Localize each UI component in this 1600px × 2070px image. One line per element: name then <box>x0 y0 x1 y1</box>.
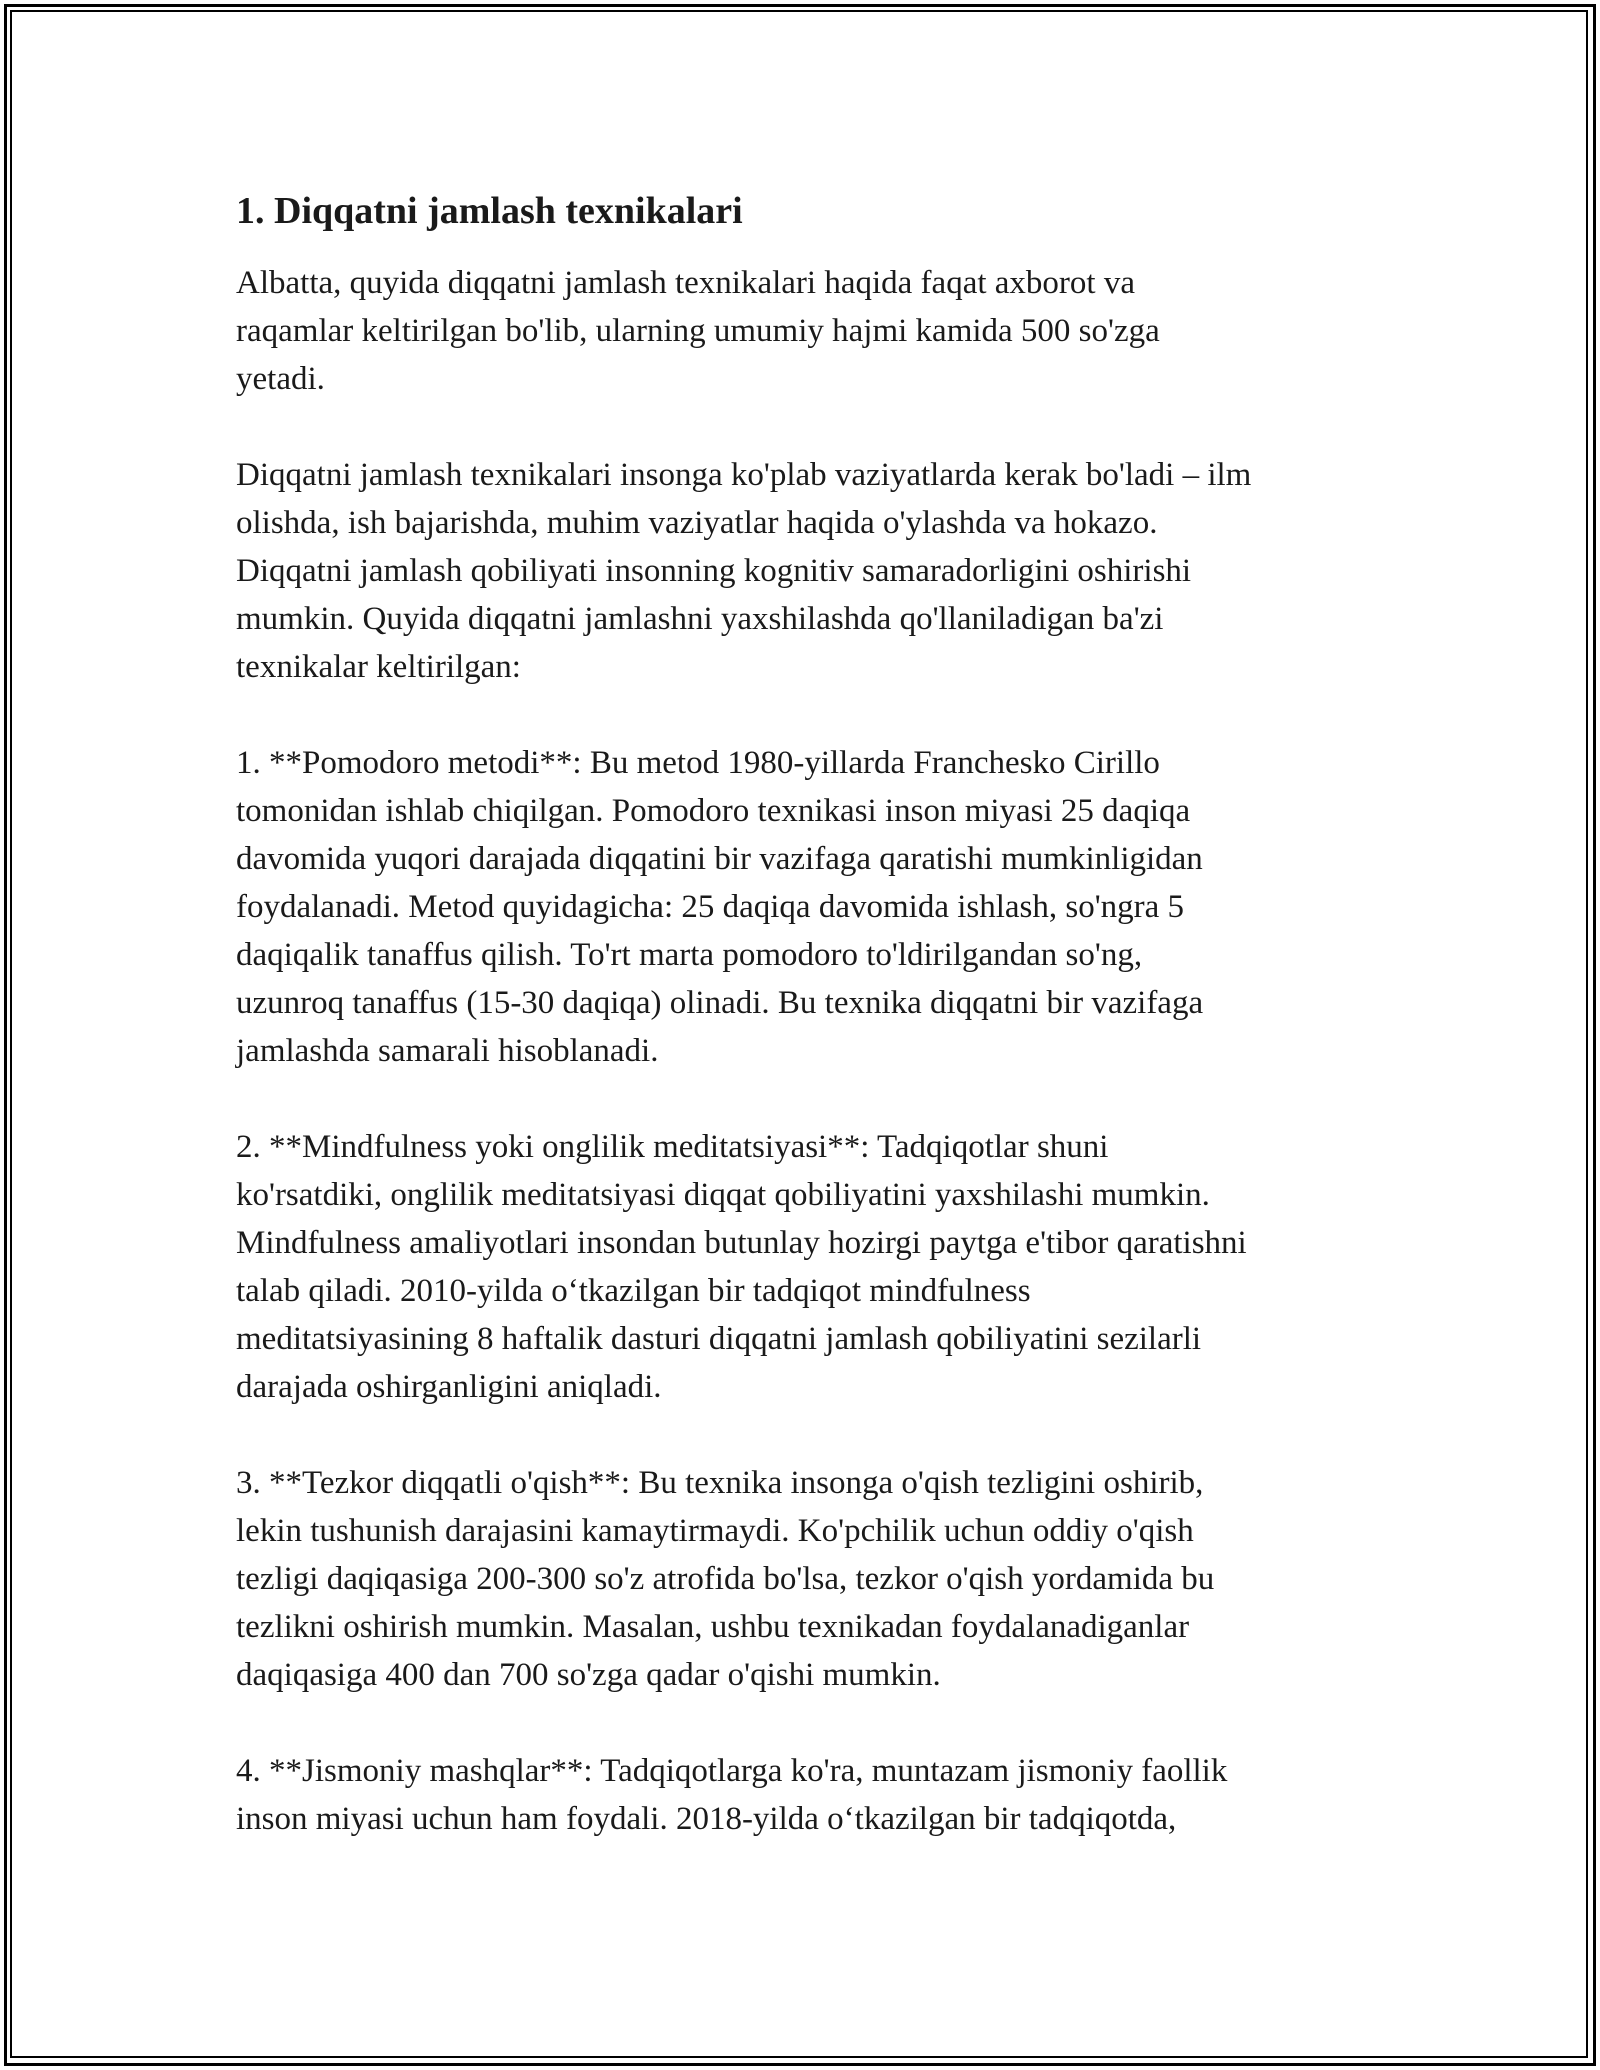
paragraph-intro: Albatta, quyida diqqatni jamlash texnikalari haqida faqat axborot va raqamlar keltirilgan bo'lib, ularning umumiy hajmi kamida 500 so'zga yetadi. <box>236 265 1160 397</box>
paragraph-mindfulness: 2. **Mindfulness yoki onglilik meditatsiyasi**: Tadqiqotlar shuni ko'rsatdiki, onglilik meditatsiyasi diqqat qobiliyatini yaxshilashi mumkin. Mindfulness amaliyotlari insondan butunlay hozirgi paytga e'tibor qaratishni talab qiladi. 2010-yilda o‘tkazilgan bir tadqiqot mindfulness meditatsiyasining 8 haftalik dasturi diqqatni jamlash qobiliyatini sezilarli darajada oshirganligini aniqladi. <box>236 1129 1247 1405</box>
document-body <box>236 183 1386 1891</box>
paragraph-exercise: 4. **Jismoniy mashqlar**: Tadqiqotlarga ko'ra, muntazam jismoniy faollik inson miyasi uchun ham foydali. 2018-yilda o‘tkazilgan bir tadqiqotda, <box>236 1753 1228 1837</box>
paragraph-overview: Diqqatni jamlash texnikalari insonga ko'plab vaziyatlarda kerak bo'ladi – ilm olishda, ish bajarishda, muhim vaziyatlar haqida o'ylashda va hokazo. Diqqatni jamlash qobiliyati insonning kognitiv samaradorligini oshirishi mumkin. Quyida diqqatni jamlashni yaxshilashda qo'llaniladigan ba'zi texnikalar keltirilgan: <box>236 457 1252 685</box>
paragraph-speed-reading: 3. **Tezkor diqqatli o'qish**: Bu texnika insonga o'qish tezligini oshirib, lekin tushunish darajasini kamaytirmaydi. Ko'pchilik uchun oddiy o'qish tezligi daqiqasiga 200-300 so'z atrofida bo'lsa, tezkor o'qish yordamida bu tezlikni oshirish mumkin. Masalan, ushbu texnikadan foydalanadiganlar daqiqasiga 400 dan 700 so'zga qadar o'qishi mumkin. <box>236 1465 1215 1693</box>
paragraph-pomodoro: 1. **Pomodoro metodi**: Bu metod 1980-yillarda Franchesko Cirillo tomonidan ishlab chiqilgan. Pomodoro texnikasi inson miyasi 25 daqiqa davomida yuqori darajada diqqatini bir vazifaga qaratishi mumkinligidan foydalanadi. Metod quyidagicha: 25 daqiqa davomida ishlash, so'ngra 5 daqiqalik tanaffus qilish. To'rt marta pomodoro to'ldirilgandan so'ng, uzunroq tanaffus (15-30 daqiqa) olinadi. Bu texnika diqqatni bir vazifaga jamlashda samarali hisoblanadi. <box>236 745 1204 1069</box>
document-title: 1. Diqqatni jamlash texnikalari <box>236 190 743 232</box>
